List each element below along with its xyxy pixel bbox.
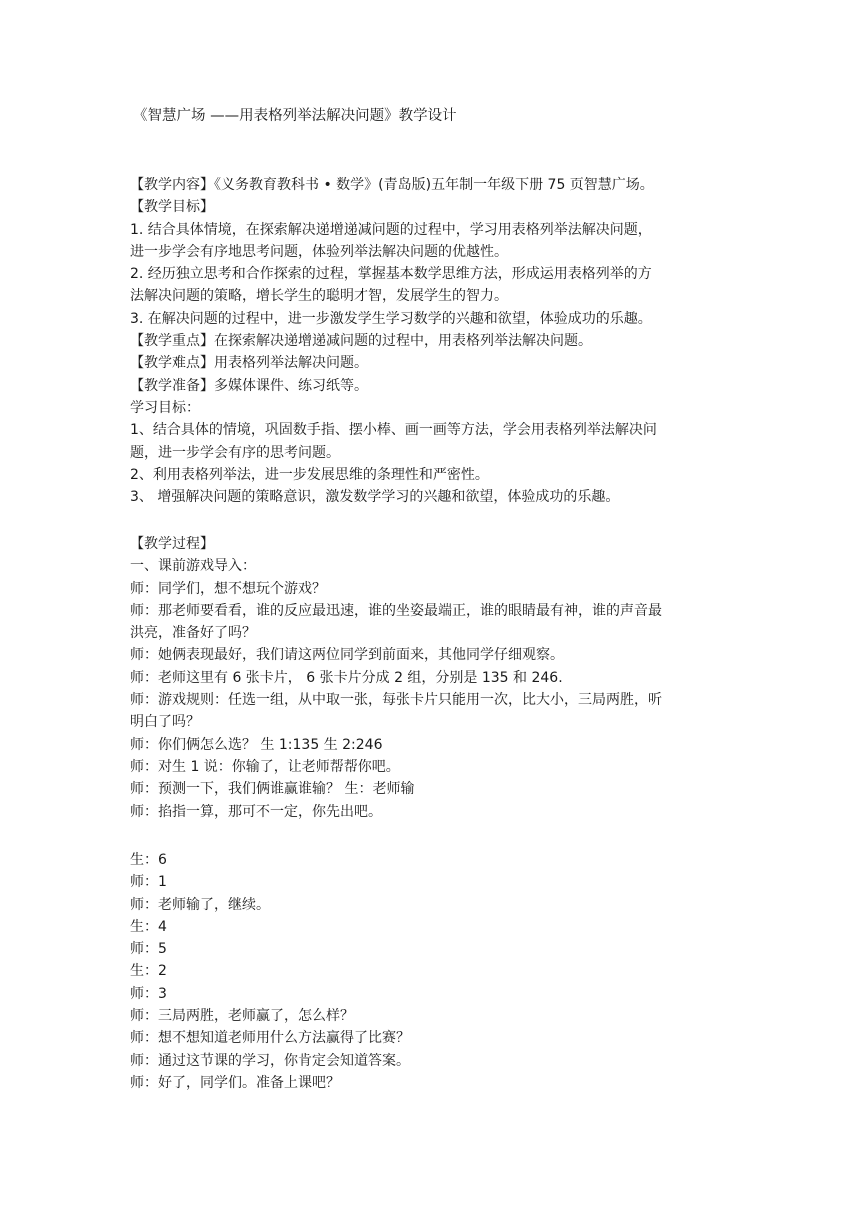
paragraph-line: 师：掐指一算，那可不一定，你先出吧。 [130,803,382,820]
paragraph-line: 法解决问题的策略，增长学生的聪明才智，发展学生的智力。 [130,288,508,305]
paragraph-line: 【教学重点】在探索解决递增递减问题的过程中，用表格列举法解决问题。 [130,333,592,350]
dialogue-line: 师：1 [130,874,167,891]
paragraph-line: 【教学难点】用表格列举法解决问题。 [130,355,368,372]
paragraph-line: 【教学过程】 [130,536,214,552]
paragraph-line: 1. 结合具体情境，在探索解决递增递减问题的过程中，学习用表格列举法解决问题， [130,221,652,238]
dialogue-line: 师：想不想知道老师用什么方法赢得了比赛？ [130,1030,410,1047]
paragraph-line: 师：那老师要看看，谁的反应最迅速，谁的坐姿最端正，谁的眼睛最有神，谁的声音最 [130,602,662,619]
paragraph-line: 师：对生 1 说：你输了，让老师帮帮你吧。 [130,758,400,775]
dialogue-line: 师：三局两胜，老师赢了，怎么样？ [130,1008,354,1025]
paragraph-line: 题，进一步学会有序的思考问题。 [130,444,340,461]
document-title: 《智慧广场 ——用表格列举法解决问题》教学设计 [133,108,457,124]
game-dialogue-section [130,849,720,1094]
paragraph-line: 2、利用表格列举法，进一步发展思维的条理性和严密性。 [130,466,489,483]
teaching-process-section [130,533,720,823]
paragraph-line: 师：同学们，想不想玩个游戏？ [130,580,326,597]
paragraph-line: 进一步学会有序地思考问题，体验列举法解决问题的优越性。 [130,243,508,260]
paragraph-line: 3、 增强解决问题的策略意识，激发数学学习的兴趣和欲望，体验成功的乐趣。 [130,489,620,506]
paragraph-line: 师：你们俩怎么选？ 生 1:135 生 2:246 [130,736,383,753]
paragraph-line: 1、结合具体的情境，巩固数手指、摆小棒、画一画等方法，学会用表格列举法解决问 [130,422,657,439]
dialogue-line: 师：5 [130,941,167,958]
dialogue-line: 生：2 [130,963,167,980]
paragraph-line: 【教学目标】 [130,199,214,216]
paragraph-line: 师：游戏规则：任选一组，从中取一张，每张卡片只能用一次，比大小，三局两胜，听 [130,692,662,709]
paragraph-line: 【教学内容】《义务教育教科书 • 数学》(青岛版)五年制一年级下册 75 页智慧广场。 [130,177,654,193]
teaching-info-section [130,174,720,508]
paragraph-line: 明白了吗？ [130,714,200,731]
dialogue-line: 生：6 [130,852,167,868]
dialogue-line: 生：4 [130,918,167,935]
paragraph-line: 【教学准备】多媒体课件、练习纸等。 [130,377,368,394]
paragraph-line: 师：老师这里有 6 张卡片， 6 张卡片分成 2 组，分别是 135 和 246. [130,669,563,686]
paragraph-line: 师：她俩表现最好，我们请这两位同学到前面来，其他同学仔细观察。 [130,647,564,664]
paragraph-line: 3. 在解决问题的过程中，进一步激发学生学习数学的兴趣和欲望，体验成功的乐趣。 [130,310,652,327]
paragraph-line: 洪亮，准备好了吗？ [130,625,256,642]
paragraph-line: 2. 经历独立思考和合作探索的过程，掌握基本数学思维方法，形成运用表格列举的方 [130,266,652,283]
paragraph-line: 学习目标： [130,399,200,416]
dialogue-line: 师：通过这节课的学习，你肯定会知道答案。 [130,1052,410,1069]
dialogue-line: 师：好了，同学们。准备上课吧？ [130,1074,340,1091]
paragraph-line: 一、课前游戏导入： [130,558,256,575]
paragraph-line: 师：预测一下，我们俩谁赢谁输？ 生：老师输 [130,781,415,798]
dialogue-line: 师：3 [130,985,167,1002]
dialogue-line: 师：老师输了，继续。 [130,896,270,913]
